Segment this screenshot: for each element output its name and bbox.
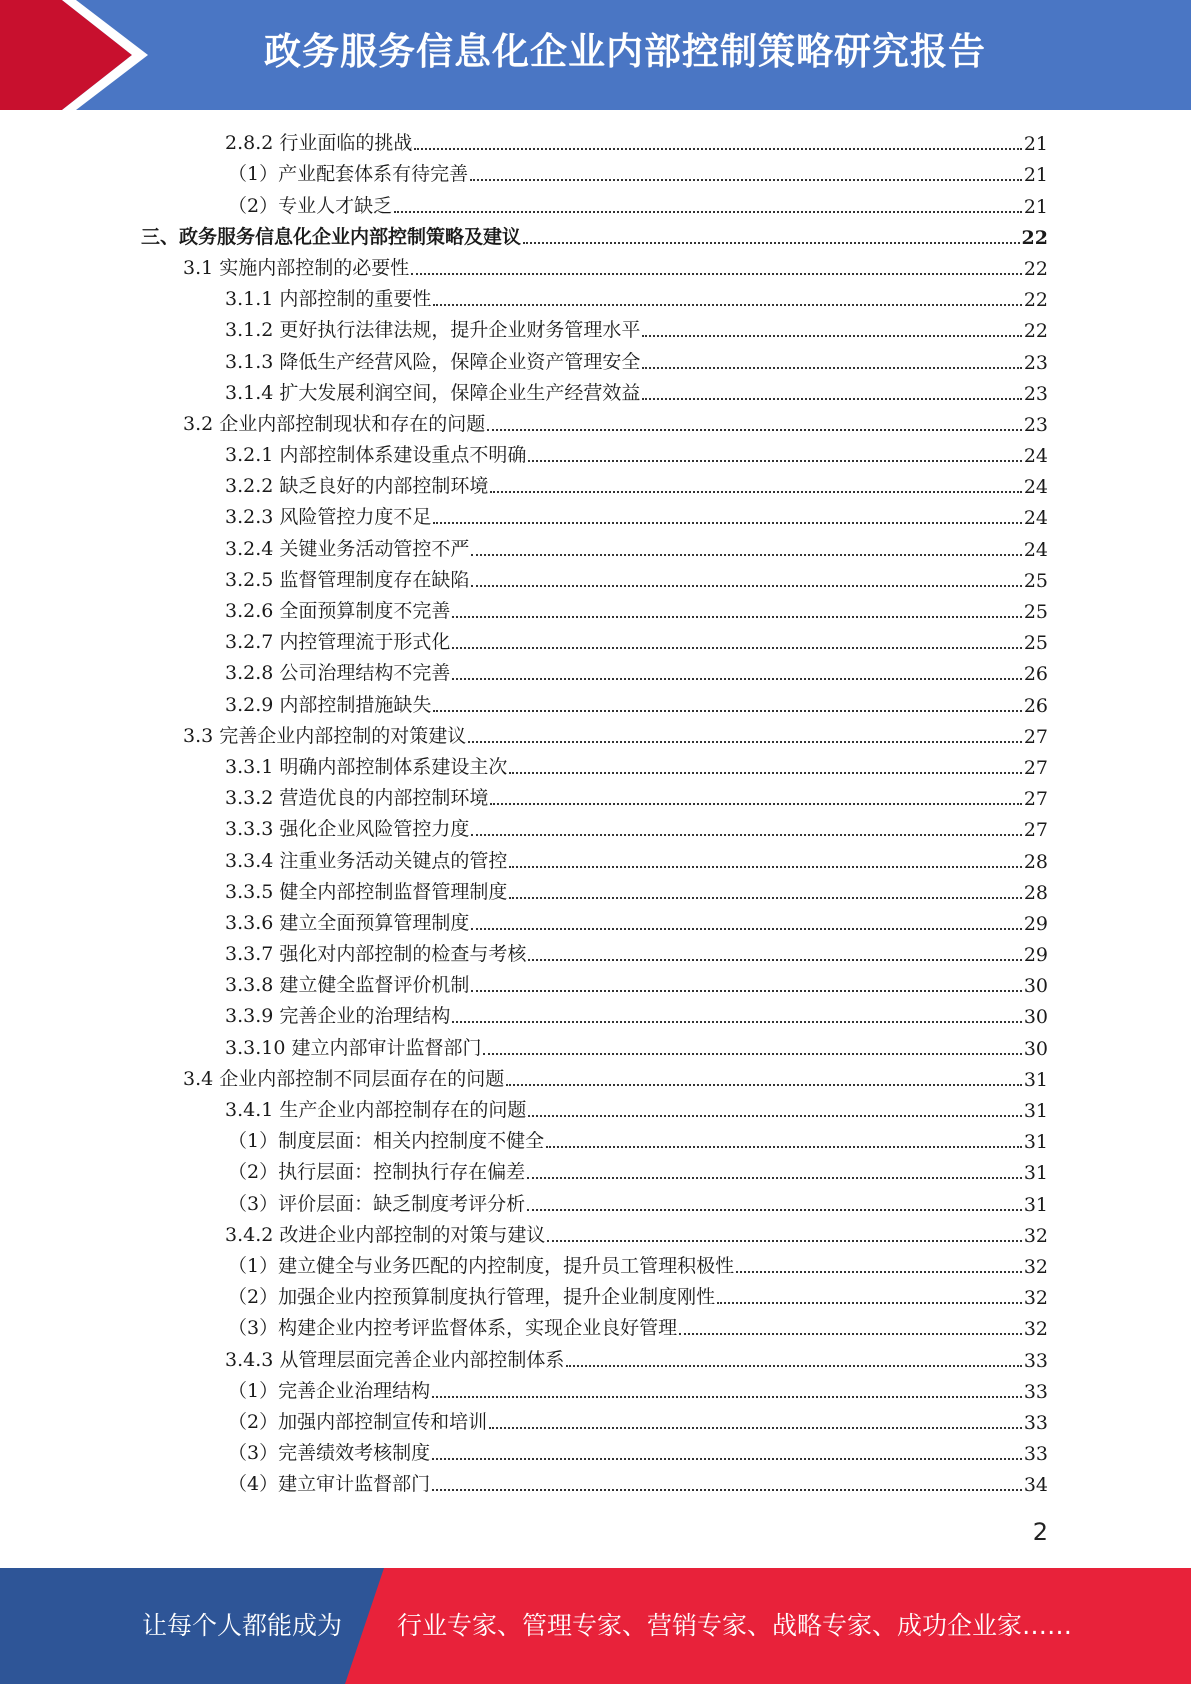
toc-entry-label: 3.3.1 明确内部控制体系建设主次 [225,755,508,778]
toc-entry-label: （1）完善企业治理结构 [228,1379,431,1402]
toc-entry[interactable] [0,159,1191,190]
toc-dot-leader [452,647,1021,649]
toc-entry-label: 3.2 企业内部控制现状和存在的问题 [183,412,486,435]
toc-entry-page: 27 [1023,819,1048,842]
toc-entry-page: 26 [1023,663,1048,686]
toc-dot-leader [394,211,1022,213]
toc-entry-label: 3.4 企业内部控制不同层面存在的问题 [183,1067,505,1090]
toc-entry[interactable] [0,128,1191,159]
toc-entry[interactable] [0,1095,1191,1126]
toc-entry-page: 31 [1023,1131,1048,1154]
toc-entry-label: 3.3.2 营造优良的内部控制环境 [225,787,489,810]
toc-entry-page: 30 [1023,1037,1048,1060]
toc-entry-label: 3.2.4 关键业务活动管控不严 [225,537,470,560]
toc-dot-leader [452,616,1021,618]
toc-dot-leader [679,1333,1022,1335]
toc-entry-page: 27 [1023,788,1048,811]
toc-entry-label: 3.3.8 建立健全监督评价机制 [225,974,470,997]
toc-dot-leader [509,897,1021,899]
toc-entry-label: （2）加强内部控制宣传和培训 [228,1410,488,1433]
toc-entry-label: 3.3.10 建立内部审计监督部门 [225,1036,482,1059]
toc-dot-leader [471,585,1021,587]
toc-dot-leader [642,398,1021,400]
toc-dot-leader [487,429,1022,431]
toc-dot-leader [527,1177,1022,1179]
toc-dot-leader [509,772,1021,774]
toc-dot-leader [432,1396,1022,1398]
toc-entry-label: 3.2.7 内控管理流于形式化 [225,631,451,654]
toc-entry[interactable] [0,1032,1191,1063]
toc-entry-page: 24 [1023,538,1048,561]
footer-slogan-right: 行业专家、管理专家、营销专家、战略专家、成功企业家…… [397,1611,1073,1640]
toc-entry-page: 29 [1023,912,1048,935]
toc-entry[interactable] [0,1220,1191,1251]
toc-entry-page: 25 [1023,601,1048,623]
toc-entry[interactable] [0,939,1191,970]
toc-entry-label: （3）构建企业内控考评监督体系，实现企业良好管理 [228,1317,678,1340]
toc-entry-label: 3.2.9 内部控制措施缺失 [225,693,432,716]
toc-entry-label: （2）执行层面：控制执行存在偏差 [228,1161,526,1184]
toc-entry[interactable] [0,378,1191,409]
page-number: 2 [1032,1518,1048,1546]
toc-entry[interactable] [0,752,1191,783]
toc-entry[interactable] [0,1064,1191,1095]
toc-entry-label: 3.3.4 注重业务活动关键点的管控 [225,849,508,872]
toc-entry[interactable] [0,1188,1191,1219]
toc-entry-label: 3.3.6 建立全面预算管理制度 [225,911,470,934]
toc-entry-page: 28 [1023,850,1048,873]
toc-entry[interactable] [0,1157,1191,1188]
toc-entry-page: 33 [1023,1411,1048,1434]
toc-entry[interactable] [0,783,1191,814]
toc-entry-page: 28 [1023,881,1048,904]
toc-entry[interactable] [0,440,1191,471]
toc-dot-leader [452,1021,1021,1023]
toc-entry[interactable] [0,1313,1191,1344]
toc-entry[interactable] [0,565,1191,596]
toc-entry-page: 34 [1023,1474,1048,1497]
toc-dot-leader [528,959,1021,961]
toc-dot-leader [717,1302,1022,1304]
toc-dot-leader [509,866,1021,868]
toc-entry[interactable] [0,253,1191,284]
toc-entry-label: 3.1.4 扩大发展利润空间，保障企业生产经营效益 [225,381,641,404]
toc-dot-leader [432,1489,1022,1491]
toc-dot-leader [471,928,1021,930]
toc-entry-label: 3.2.2 缺乏良好的内部控制环境 [225,475,489,498]
toc-entry-page: 24 [1023,476,1048,499]
toc-entry-label: （3）评价层面：缺乏制度考评分析 [228,1192,526,1215]
header-arrow-decoration [0,0,160,110]
toc-entry-page: 33 [1023,1380,1048,1403]
table-of-contents [0,128,1191,1500]
toc-dot-leader [489,1427,1022,1429]
toc-entry-page: 31 [1023,1068,1048,1091]
toc-entry-page: 22 [1023,289,1048,312]
toc-entry-label: （1）建立健全与业务匹配的内控制度，提升员工管理积极性 [228,1254,735,1277]
toc-dot-leader [736,1271,1022,1273]
toc-entry-label: （3）完善绩效考核制度 [228,1442,431,1465]
toc-dot-leader [471,834,1021,836]
toc-entry-label: 3.1.3 降低生产经营风险，保障企业资产管理安全 [225,350,641,373]
toc-entry-label: 3.4.3 从管理层面完善企业内部控制体系 [225,1348,565,1371]
toc-entry-label: 3.2.1 内部控制体系建设重点不明确 [225,444,527,467]
toc-entry-page: 21 [1023,164,1048,187]
toc-entry-page: 23 [1023,413,1048,436]
toc-entry[interactable] [0,533,1191,564]
toc-entry-page: 32 [1023,1287,1048,1310]
toc-entry-label: 3.1 实施内部控制的必要性 [183,256,410,279]
toc-entry[interactable] [0,1376,1191,1407]
toc-dot-leader [414,148,1021,150]
toc-entry[interactable] [0,689,1191,720]
toc-entry-label: 3.2.6 全面预算制度不完善 [225,600,451,622]
toc-dot-leader [452,678,1021,680]
toc-entry[interactable] [0,596,1191,627]
toc-entry-page: 21 [1023,133,1048,156]
toc-entry-page: 33 [1023,1443,1048,1466]
toc-entry-label: （2）专业人才缺乏 [228,194,393,217]
toc-entry-label: （1）产业配套体系有待完善 [228,163,469,186]
toc-dot-leader [546,1146,1022,1148]
toc-dot-leader [468,741,1022,743]
toc-entry[interactable] [0,845,1191,876]
toc-entry[interactable] [0,1407,1191,1438]
toc-entry-page: 25 [1023,569,1048,592]
toc-dot-leader [566,1365,1021,1367]
toc-dot-leader [411,273,1022,275]
toc-entry-label: 3.4.1 生产企业内部控制存在的问题 [225,1099,527,1121]
toc-entry-page: 26 [1023,694,1048,717]
toc-dot-leader [433,710,1021,712]
toc-entry-label: 3.2.8 公司治理结构不完善 [225,662,451,685]
toc-entry-page: 22 [1023,257,1048,280]
toc-entry-label: （2）加强企业内控预算制度执行管理，提升企业制度刚性 [228,1286,716,1309]
toc-entry[interactable] [0,409,1191,440]
toc-entry[interactable] [0,658,1191,689]
toc-entry-page: 29 [1023,944,1048,967]
footer-banner [0,1568,1191,1684]
toc-dot-leader [471,990,1021,992]
toc-entry[interactable] [0,502,1191,533]
toc-entry-page: 25 [1023,632,1048,655]
toc-dot-leader [490,491,1021,493]
toc-entry-page: 33 [1023,1349,1048,1372]
toc-dot-leader [471,554,1021,556]
toc-dot-leader [547,1240,1021,1242]
toc-dot-leader [642,367,1021,369]
toc-entry-page: 22 [1021,226,1048,249]
toc-entry[interactable] [0,970,1191,1001]
toc-entry-label: 3.1.2 更好执行法律法规，提升企业财务管理水平 [225,319,641,342]
toc-dot-leader [528,1115,1021,1117]
toc-entry-page: 24 [1023,445,1048,468]
toc-entry-label: （1）制度层面：相关内控制度不健全 [228,1130,545,1153]
toc-entry-page: 30 [1023,1006,1048,1029]
toc-entry[interactable] [0,190,1191,221]
toc-dot-leader [642,335,1021,337]
toc-entry[interactable] [0,471,1191,502]
toc-dot-leader [433,304,1021,306]
toc-entry[interactable] [0,284,1191,315]
toc-entry-page: 31 [1023,1100,1048,1122]
toc-entry-page: 27 [1023,725,1048,748]
toc-dot-leader [470,179,1022,181]
toc-entry-label: 3.1.1 内部控制的重要性 [225,288,432,311]
toc-entry-label: 3.3.5 健全内部控制监督管理制度 [225,880,508,903]
toc-entry[interactable] [0,1282,1191,1313]
footer-slogan-left: 让每个人都能成为 [142,1611,343,1640]
toc-entry-page: 32 [1023,1318,1048,1341]
toc-entry-label: 3.3 完善企业内部控制的对策建议 [183,724,467,747]
toc-entry[interactable] [0,315,1191,346]
toc-dot-leader [506,1084,1022,1086]
toc-entry-label: 2.8.2 行业面临的挑战 [225,132,413,155]
toc-dot-leader [528,460,1021,462]
toc-entry-page: 27 [1023,756,1048,779]
toc-entry-label: 3.3.3 强化企业风险管控力度 [225,818,470,841]
toc-entry-page: 24 [1023,507,1048,530]
toc-entry[interactable] [0,1438,1191,1469]
toc-entry[interactable] [0,908,1191,939]
toc-entry-page: 30 [1023,975,1048,998]
toc-entry-label: 三、政务服务信息化企业内部控制策略及建议 [141,225,522,248]
toc-entry-page: 21 [1023,195,1048,218]
header-banner [0,0,1191,110]
toc-entry-page: 31 [1023,1162,1048,1185]
toc-entry[interactable] [0,721,1191,752]
toc-entry-page: 32 [1023,1224,1048,1247]
toc-dot-leader [483,1053,1021,1055]
toc-dot-leader [433,522,1021,524]
toc-dot-leader [527,1209,1022,1211]
toc-entry-label: 3.3.7 强化对内部控制的检查与考核 [225,943,527,966]
toc-entry-page: 22 [1023,320,1048,343]
toc-dot-leader [432,1458,1022,1460]
toc-entry[interactable] [0,1001,1191,1032]
toc-entry[interactable] [0,222,1191,253]
toc-entry[interactable] [0,627,1191,658]
toc-entry[interactable] [0,814,1191,845]
toc-entry-label: 3.2.3 风险管控力度不足 [225,506,432,529]
toc-entry-label: （4）建立审计监督部门 [228,1473,431,1496]
toc-entry-page: 23 [1023,351,1048,374]
toc-entry[interactable] [0,1344,1191,1375]
toc-entry-page: 32 [1023,1255,1048,1278]
report-title: 政务服务信息化企业内部控制策略研究报告 [264,30,986,73]
toc-entry-label: 3.2.5 监督管理制度存在缺陷 [225,568,470,591]
toc-entry[interactable] [0,1469,1191,1500]
toc-entry[interactable] [0,877,1191,908]
toc-entry[interactable] [0,346,1191,377]
toc-entry-page: 31 [1023,1193,1048,1216]
toc-entry-page: 23 [1023,382,1048,405]
toc-entry-label: 3.3.9 完善企业的治理结构 [225,1005,451,1028]
toc-entry[interactable] [0,1251,1191,1282]
toc-entry[interactable] [0,1126,1191,1157]
toc-entry-label: 3.4.2 改进企业内部控制的对策与建议 [225,1223,546,1246]
toc-dot-leader [523,242,1020,244]
toc-dot-leader [490,803,1021,805]
